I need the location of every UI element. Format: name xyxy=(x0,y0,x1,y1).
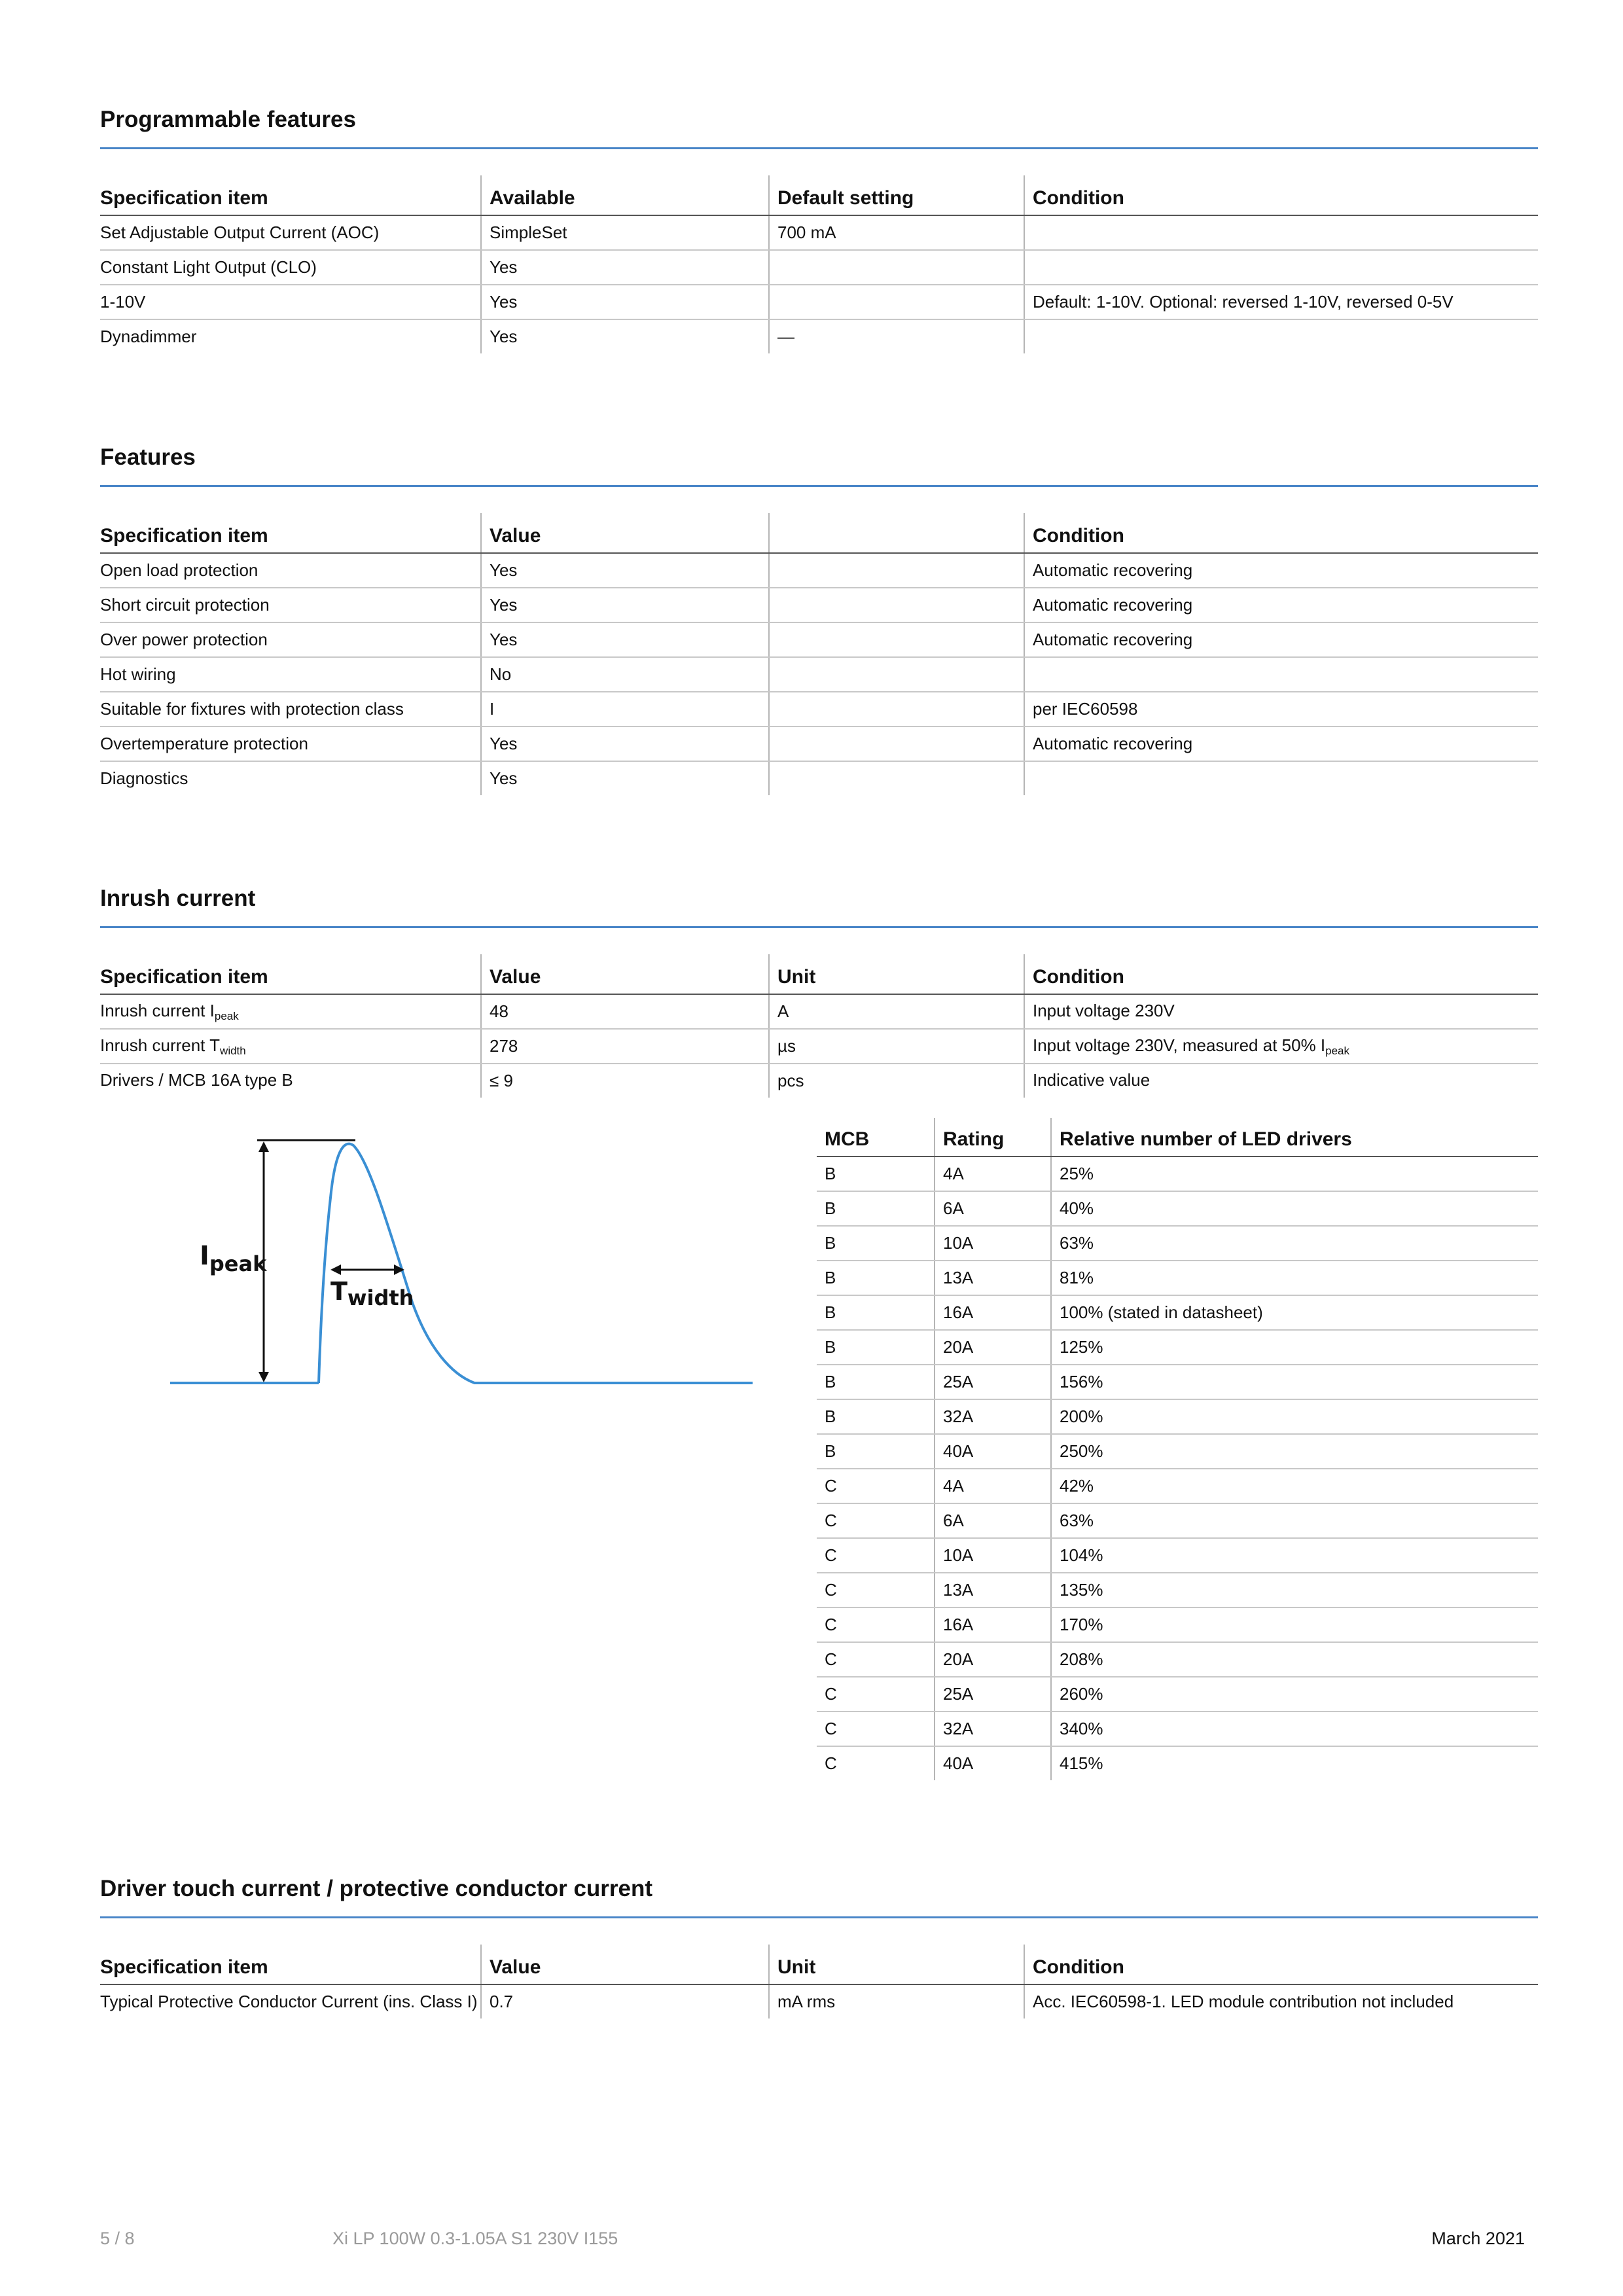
section-title: Inrush current xyxy=(100,886,1538,928)
table-row xyxy=(817,1226,1538,1261)
table-cell xyxy=(769,622,1024,657)
table-cell xyxy=(100,1064,481,1098)
column-header: Specification item xyxy=(100,513,481,553)
table-cell: Hot wiring xyxy=(100,657,481,692)
column-header: Default setting xyxy=(769,175,1024,215)
table-row xyxy=(100,553,1538,588)
table-cell: Typical Protective Conductor Current (ins. Class I) xyxy=(100,1992,478,2011)
table-cell: Automatic recovering xyxy=(1024,553,1538,588)
table-cell: Yes xyxy=(481,250,769,285)
ipeak-arrowhead-bottom xyxy=(259,1372,269,1382)
table-cell: 4A xyxy=(935,1469,1051,1503)
table-row xyxy=(817,1503,1538,1538)
column-header: Available xyxy=(481,175,769,215)
table-cell: Default: 1-10V. Optional: reversed 1-10V, reversed 0-5V xyxy=(1024,285,1538,319)
table-cell xyxy=(100,994,481,1029)
table-cell: 700 mA xyxy=(769,215,1024,250)
column-header: Specification item xyxy=(100,1945,481,1984)
table-row xyxy=(817,1261,1538,1295)
table-cell: 10A xyxy=(935,1538,1051,1573)
subscript-text: peak xyxy=(1325,1044,1350,1057)
inrush-current-table xyxy=(100,954,1538,1098)
table-cell: B xyxy=(817,1330,935,1365)
table-cell xyxy=(769,657,1024,692)
table-header-row xyxy=(100,954,1538,994)
table-cell: 13A xyxy=(935,1573,1051,1607)
inrush-current-section xyxy=(100,886,1538,928)
table-cell xyxy=(1024,1064,1538,1098)
table-row xyxy=(100,1029,1538,1064)
table-cell: Suitable for fixtures with protection class xyxy=(100,692,481,726)
table-cell: SimpleSet xyxy=(481,215,769,250)
table-cell: Open load protection xyxy=(100,553,481,588)
table-cell xyxy=(100,1029,481,1064)
table-cell: C xyxy=(817,1503,935,1538)
column-header: Unit xyxy=(769,954,1024,994)
table-cell xyxy=(1024,994,1538,1029)
table-cell: Yes xyxy=(481,553,769,588)
footer-date: March 2021 xyxy=(1431,2229,1525,2248)
table-cell: Yes xyxy=(481,319,769,353)
table-cell: 100% (stated in datasheet) xyxy=(1051,1295,1538,1330)
table-row xyxy=(817,1330,1538,1365)
table-cell: C xyxy=(817,1538,935,1573)
table-cell: 32A xyxy=(935,1712,1051,1746)
touch-current-section xyxy=(100,1876,1538,1918)
column-header: Condition xyxy=(1024,954,1538,994)
table-cell: 250% xyxy=(1051,1434,1538,1469)
table-cell: 16A xyxy=(935,1607,1051,1642)
table-cell xyxy=(1024,1029,1538,1064)
column-header: Value xyxy=(481,513,769,553)
table-cell: Yes xyxy=(481,285,769,319)
table-cell: 200% xyxy=(1051,1399,1538,1434)
mcb-relative-drivers-table xyxy=(817,1118,1538,1780)
footer-product-name: Xi LP 100W 0.3-1.05A S1 230V I155 xyxy=(332,2229,618,2248)
table-cell: 40% xyxy=(1051,1191,1538,1226)
column-header: Rating xyxy=(935,1118,1051,1157)
table-cell: 0.7 xyxy=(481,1984,769,2018)
table-cell: B xyxy=(817,1226,935,1261)
table-cell: 6A xyxy=(935,1503,1051,1538)
table-cell: per IEC60598 xyxy=(1024,692,1538,726)
table-header-row xyxy=(100,175,1538,215)
table-cell: Over power protection xyxy=(100,622,481,657)
subscript-text: width xyxy=(220,1044,246,1057)
table-cell: 415% xyxy=(1051,1746,1538,1780)
table-cell xyxy=(481,1064,769,1098)
inrush-waveform-diagram xyxy=(164,1126,766,1401)
table-cell xyxy=(481,1029,769,1064)
table-cell xyxy=(769,994,1024,1029)
table-cell: 40A xyxy=(935,1434,1051,1469)
table-cell: C xyxy=(817,1469,935,1503)
table-row xyxy=(100,622,1538,657)
table-cell: Automatic recovering xyxy=(1024,726,1538,761)
table-cell: 208% xyxy=(1051,1642,1538,1677)
table-cell: 104% xyxy=(1051,1538,1538,1573)
table-row xyxy=(817,1642,1538,1677)
footer-page-number: 5 / 8 xyxy=(100,2229,135,2248)
ipeak-label: $I_{peak}$ xyxy=(200,1241,267,1276)
table-cell: Yes xyxy=(481,588,769,622)
column-header: Specification item xyxy=(100,175,481,215)
table-cell: 6A xyxy=(935,1191,1051,1226)
table-cell xyxy=(769,692,1024,726)
table-cell: B xyxy=(817,1295,935,1330)
programmable-features-section xyxy=(100,107,1538,149)
cell-text: 278 xyxy=(490,1036,518,1056)
table-cell xyxy=(1024,215,1538,250)
table-cell: B xyxy=(817,1365,935,1399)
cell-text: A xyxy=(777,1001,789,1021)
table-cell xyxy=(769,761,1024,795)
table-row xyxy=(817,1607,1538,1642)
cell-text: Inrush current I xyxy=(100,1000,215,1020)
table-cell: 25A xyxy=(935,1365,1051,1399)
table-cell: 340% xyxy=(1051,1712,1538,1746)
table-cell: 20A xyxy=(935,1330,1051,1365)
section-title: Features xyxy=(100,444,1538,487)
table-row xyxy=(817,1295,1538,1330)
cell-text: Inrush current T xyxy=(100,1035,221,1055)
table-cell: 156% xyxy=(1051,1365,1538,1399)
table-row xyxy=(100,1984,1538,2018)
table-cell: 125% xyxy=(1051,1330,1538,1365)
table-cell: B xyxy=(817,1191,935,1226)
table-cell xyxy=(769,250,1024,285)
table-cell xyxy=(769,1064,1024,1098)
twidth-arrowhead-left xyxy=(330,1265,341,1275)
table-row xyxy=(100,319,1538,353)
table-cell: Set Adjustable Output Current (AOC) xyxy=(100,215,481,250)
table-cell: B xyxy=(817,1399,935,1434)
table-row xyxy=(100,1064,1538,1098)
table-header-row xyxy=(817,1118,1538,1157)
table-cell: Yes xyxy=(481,622,769,657)
column-header: Specification item xyxy=(100,954,481,994)
cell-text: ≤ 9 xyxy=(490,1071,513,1090)
table-cell: 260% xyxy=(1051,1677,1538,1712)
column-header: Value xyxy=(481,954,769,994)
table-row xyxy=(817,1399,1538,1434)
table-cell: 4A xyxy=(935,1157,1051,1191)
column-header: Unit xyxy=(769,1945,1024,1984)
section-title: Driver touch current / protective conductor current xyxy=(100,1876,1538,1918)
table-cell: 81% xyxy=(1051,1261,1538,1295)
table-cell xyxy=(769,588,1024,622)
table-cell: Diagnostics xyxy=(100,768,188,788)
table-cell: Automatic recovering xyxy=(1024,588,1538,622)
table-cell xyxy=(769,285,1024,319)
table-header-row xyxy=(100,1945,1538,1984)
cell-text: µs xyxy=(777,1036,796,1056)
cell-text: pcs xyxy=(777,1071,804,1090)
table-cell: C xyxy=(817,1607,935,1642)
twidth-label: $T_{width}$ xyxy=(330,1277,414,1310)
table-cell xyxy=(481,994,769,1029)
table-row xyxy=(100,588,1538,622)
inrush-pulse-curve xyxy=(319,1144,753,1383)
table-row xyxy=(100,250,1538,285)
table-cell: B xyxy=(817,1157,935,1191)
table-cell: 25A xyxy=(935,1677,1051,1712)
table-row xyxy=(100,657,1538,692)
table-row xyxy=(100,994,1538,1029)
table-cell: B xyxy=(817,1434,935,1469)
table-cell xyxy=(1024,250,1538,285)
table-cell xyxy=(769,553,1024,588)
column-header: MCB xyxy=(817,1118,935,1157)
cell-text: 48 xyxy=(490,1001,508,1021)
table-cell: 63% xyxy=(1051,1503,1538,1538)
table-row xyxy=(817,1746,1538,1780)
cell-text: Drivers / MCB 16A type B xyxy=(100,1069,293,1090)
table-cell: B xyxy=(817,1261,935,1295)
table-row xyxy=(817,1712,1538,1746)
table-row xyxy=(100,215,1538,250)
column-header: Relative number of LED drivers xyxy=(1051,1118,1538,1157)
table-cell xyxy=(1024,761,1538,795)
section-title: Programmable features xyxy=(100,107,1538,149)
table-cell: 170% xyxy=(1051,1607,1538,1642)
subscript-text: peak xyxy=(214,1009,239,1022)
cell-text: Input voltage 230V xyxy=(1033,1000,1175,1020)
table-cell: C xyxy=(825,1753,837,1773)
table-row xyxy=(817,1469,1538,1503)
table-cell: I xyxy=(481,692,769,726)
table-row xyxy=(100,726,1538,761)
table-cell: Acc. IEC60598-1. LED module contribution not included xyxy=(1024,1984,1538,2018)
table-cell: Yes xyxy=(481,726,769,761)
table-cell: 1-10V xyxy=(100,285,481,319)
table-cell: — xyxy=(769,319,1024,353)
table-cell: mA rms xyxy=(769,1984,1024,2018)
touch-current-table xyxy=(100,1945,1538,2018)
table-row xyxy=(817,1191,1538,1226)
column-header: Condition xyxy=(1024,175,1538,215)
column-header: Value xyxy=(481,1945,769,1984)
table-row xyxy=(100,692,1538,726)
table-cell: 25% xyxy=(1051,1157,1538,1191)
table-cell: 40A xyxy=(935,1746,1051,1780)
ipeak-arrowhead-top xyxy=(259,1141,269,1152)
table-cell: Constant Light Output (CLO) xyxy=(100,250,481,285)
table-cell: 63% xyxy=(1051,1226,1538,1261)
features-section xyxy=(100,444,1538,487)
table-cell: Dynadimmer xyxy=(100,327,197,346)
table-cell: 13A xyxy=(935,1261,1051,1295)
table-cell: 135% xyxy=(1051,1573,1538,1607)
features-table xyxy=(100,513,1538,795)
table-row xyxy=(100,761,1538,795)
programmable-features-table xyxy=(100,175,1538,353)
table-header-row xyxy=(100,513,1538,553)
table-row xyxy=(100,285,1538,319)
table-cell: 20A xyxy=(935,1642,1051,1677)
cell-text: Input voltage 230V, measured at 50% I xyxy=(1033,1035,1326,1055)
table-row xyxy=(817,1434,1538,1469)
table-cell: Automatic recovering xyxy=(1024,622,1538,657)
table-cell: C xyxy=(817,1642,935,1677)
table-cell: C xyxy=(817,1573,935,1607)
table-cell xyxy=(769,726,1024,761)
table-cell: 32A xyxy=(935,1399,1051,1434)
table-cell: Short circuit protection xyxy=(100,588,481,622)
table-cell: C xyxy=(817,1712,935,1746)
table-cell xyxy=(1024,657,1538,692)
table-row xyxy=(817,1365,1538,1399)
table-cell: C xyxy=(817,1677,935,1712)
table-row xyxy=(817,1573,1538,1607)
table-row xyxy=(817,1677,1538,1712)
column-header xyxy=(769,513,1024,553)
column-header: Condition xyxy=(1024,513,1538,553)
table-row xyxy=(817,1538,1538,1573)
table-cell: Overtemperature protection xyxy=(100,726,481,761)
column-header: Condition xyxy=(1024,1945,1538,1984)
table-cell: 42% xyxy=(1051,1469,1538,1503)
table-cell xyxy=(769,1029,1024,1064)
table-cell: 10A xyxy=(935,1226,1051,1261)
table-row xyxy=(817,1157,1538,1191)
table-cell: 16A xyxy=(935,1295,1051,1330)
cell-text: Indicative value xyxy=(1033,1069,1150,1090)
table-cell: Yes xyxy=(481,761,769,795)
table-cell: No xyxy=(481,657,769,692)
table-cell xyxy=(1024,319,1538,353)
